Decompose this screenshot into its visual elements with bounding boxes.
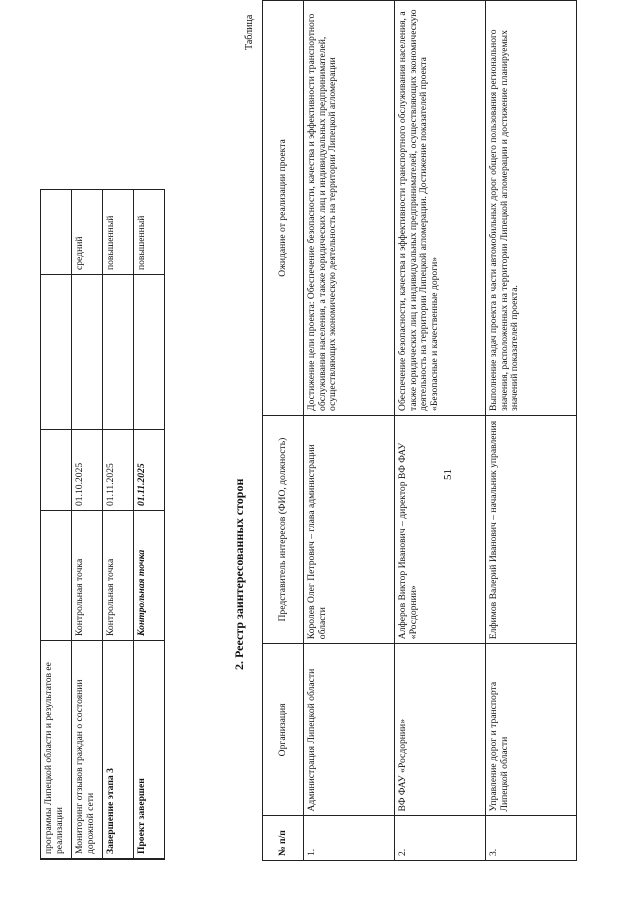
organization-cell: Администрация Липецкой области [304,644,395,816]
table-cell: 01.10.2025 [72,430,103,511]
row-number: 1. [304,816,395,861]
table-cell: Мониторинг отзывов граждан о состоянии дорожной сети [72,641,103,859]
representative-cell: Алферов Виктор Иванович – директор ВФ ФАУ «Росдорнии» [395,415,486,643]
row-number: 2. [395,816,486,861]
table-row [72,190,103,860]
table-cell: повышенный [103,190,134,275]
table-row [304,1,395,861]
table-row [134,190,165,860]
prev-table [40,189,165,860]
header-expectation: Ожидание от реализации проекта [263,1,304,416]
table-row [486,1,577,861]
table-row [103,190,134,860]
expectation-cell: Выполнение задач проекта в части автомобильных дорог общего пользования регионального значения, расположенных на территории Липецкой агломерации и достижение планируемых значений показателей проекта. [486,1,577,416]
table-cell: Контрольная точка [103,511,134,641]
table-cell: Завершение этапа 3 [103,641,134,859]
expectation-cell: Достижение цели проекта: Обеспечение безопасности, качества и эффективности транспортного обслуживания населения, а также юридических лиц и индивидуальных предпринимателей, осуществляющих экономическую деятельность на территории Липецкой агломерации [304,1,395,416]
table-cell: программы Липецкой области и результатов ее реализации [41,641,72,859]
representative-cell: Королев Олег Петрович – глава администрации области [304,415,395,643]
table-cell: Контрольная точка [72,511,103,641]
organization-cell: ВФ ФАУ «Росдорнии» [395,644,486,816]
table-header-row [263,1,304,861]
stakeholder-registry-table [262,0,577,861]
representative-cell: Елфимов Валерий Иванович – начальник управления [486,415,577,643]
row-number: 3. [486,816,577,861]
table-cell: средний [72,190,103,275]
table-cell: 01.11.2025 [103,430,134,511]
table-cell: повышенный [134,190,165,275]
table-label: Таблица [244,14,255,50]
page-number: 51 [442,469,454,480]
header-num: № п/п [263,816,304,861]
table-cell: 01.11.2025 [134,430,165,511]
section-title: 2. Реестр заинтересованных сторон [232,478,246,670]
expectation-cell: Обеспечение безопасности, качества и эффективности транспортного обслуживания населения, а также юридических лиц и индивидуальных предпринимателей, осуществляющих экономическую деятельность на территории Липецкой агломерации. Достижение показателей проекта «Безопасные и качественные дороги» [395,1,486,416]
table-cell: Проект завершен [134,641,165,859]
organization-cell: Управление дорог и транспорта Липецкой области [486,644,577,816]
table-row [395,1,486,861]
header-representative: Представитель интересов (ФИО, должность) [263,415,304,643]
table-cell: Контрольная точка [134,511,165,641]
header-organization: Организация [263,644,304,816]
table-row [41,190,72,860]
